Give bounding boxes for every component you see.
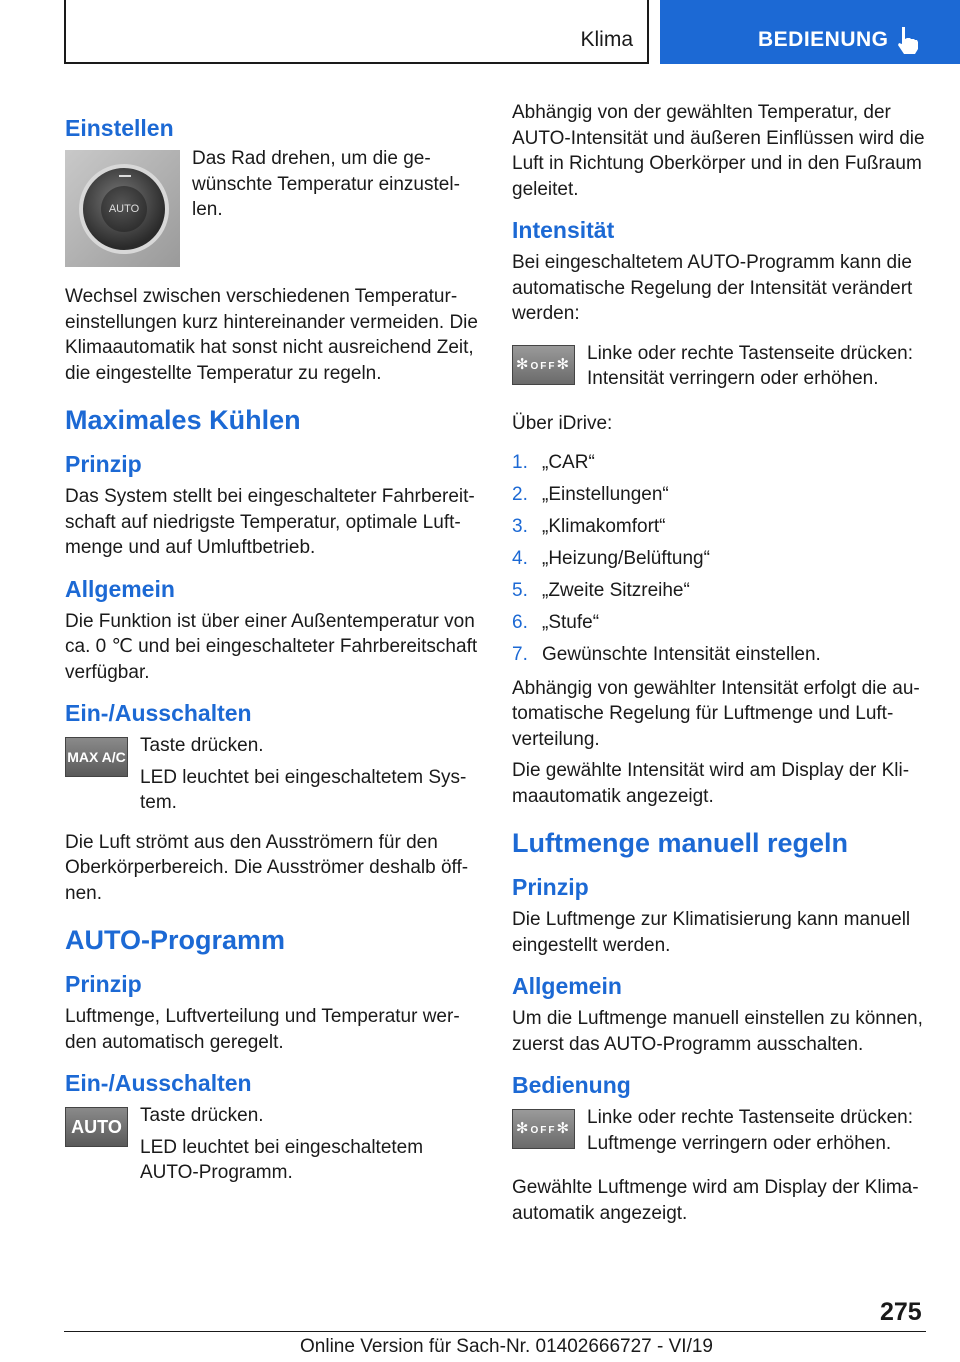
maxac-row [65, 733, 480, 816]
pointing-hand-icon [894, 25, 920, 55]
left-column [65, 100, 480, 1200]
idrive-text: Über iDrive: [512, 412, 613, 434]
fan-icon: ✻ [556, 1120, 572, 1137]
heading-prinzip-1: Prinzip [65, 451, 142, 477]
auto-row [65, 1103, 480, 1186]
luft-text: Die Luft strömt aus den Ausströmern für den Oberkörperbereich. Die Ausströmer deshalb öffnen. [65, 831, 469, 904]
heading-allgemein-2: Allgemein [512, 973, 622, 999]
fan-button-image-2: ✻OFF✻ [512, 1109, 575, 1149]
right-column [512, 100, 932, 1240]
intensitaet-text: Bei eingeschaltetem AUTO-Programm kann die automatische Regelung der Intensität verändert werden: [512, 252, 913, 324]
chapter-title: Klima [580, 28, 633, 51]
list-item: 3. „Klimakomfort“ [512, 516, 666, 537]
einstellen-text: Das Rad drehen, um die gewünschte Temperatur einzustellen. [192, 148, 460, 220]
einaus-2-text-2: LED leuchtet bei eingeschaltetem AUTO-Programm. [140, 1136, 424, 1183]
heading-allgemein-1: Allgemein [65, 575, 175, 602]
knob-row [65, 146, 480, 270]
list-item: 4. „Heizung/Belüftung“ [512, 548, 710, 569]
list-item: 7. Gewünschte Intensität einstellen. [512, 644, 821, 665]
temperature-knob-image [65, 150, 180, 267]
heading-maximales-kuehlen: Maximales Kühlen [65, 405, 301, 435]
fan-icon: ✻ [556, 355, 572, 373]
wechsel-text: Wechsel zwischen verschiedenen Temperatureinstellungen kurz hintereinander vermeiden. Die Klimaautomatik hat sonst nicht ausreichend Zeit, die eingestellte Temperatur zu regeln. [65, 286, 478, 384]
fan-button-image-1: ✻OFF✻ [512, 345, 575, 385]
intro-text: Abhängig von der gewählten Temperatur, der AUTO-Intensität und äußeren Einflüssen wird die Luft in Richtung Oberkörper und in den Fußraum geleitet. [512, 102, 925, 200]
footer-divider [64, 1331, 926, 1332]
einaus-1-text-1: Taste drücken. [140, 735, 264, 756]
list-item: 5. „Zweite Sitzreihe“ [512, 580, 690, 601]
max-ac-button-image: MAX A/C [65, 737, 128, 777]
fan-row-1 [512, 341, 932, 397]
allgemein-1-text: Die Funktion ist über einer Außentemperatur von ca. 0 ℃ und bei eingeschalteter Fahrbereitschaft verfügbar. [65, 610, 478, 683]
heading-bedienung: Bedienung [512, 1072, 631, 1098]
header-chapter-box [64, 0, 649, 64]
heading-intensitaet: Intensität [512, 217, 615, 243]
fan-icon: ✻ [515, 1120, 531, 1137]
fan-row-2 [512, 1105, 932, 1161]
page-number: 275 [880, 1298, 922, 1326]
auto-button-image: AUTO [65, 1107, 128, 1147]
list-item: 1. „CAR“ [512, 452, 595, 473]
heading-auto-programm: AUTO-Programm [65, 925, 286, 955]
fan-icon: ✻ [515, 355, 531, 373]
einaus-1-text-2: LED leuchtet bei eingeschaltetem System. [140, 766, 467, 813]
heading-ein-ausschalten-2: Ein-/Ausschalten [65, 1070, 252, 1096]
gewaehlt-text: Gewählte Luftmenge wird am Display der Klimaautomatik angezeigt. [512, 1177, 919, 1224]
footer-text: Online Version für Sach-Nr. 01402666727 - VI/19 [300, 1336, 713, 1357]
tasten-2-text: Linke oder rechte Tastenseite drücken: Luftmenge verringern oder erhöhen. [587, 1107, 914, 1154]
heading-prinzip-2: Prinzip [65, 971, 142, 997]
knob-auto-label: AUTO [101, 186, 147, 232]
section-tab-label: BEDIENUNG [758, 28, 889, 51]
prinzip-1-text: Das System stellt bei eingeschalteter Fahrbereitschaft auf niedrigste Temperatur, optimale Luftmenge und auf Umluftbetrieb. [65, 486, 475, 558]
list-item: 6. „Stufe“ [512, 612, 600, 633]
list-item: 2. „Einstellungen“ [512, 484, 669, 505]
idrive-steps [512, 450, 932, 668]
heading-prinzip-3: Prinzip [512, 874, 589, 900]
einaus-2-text-1: Taste drücken. [140, 1105, 264, 1126]
heading-ein-ausschalten-1: Ein-/Ausschalten [65, 700, 252, 726]
display-text: Die gewählte Intensität wird am Display der Klimaautomatik angezeigt. [512, 760, 910, 807]
prinzip-2-text: Luftmenge, Luftverteilung und Temperatur werden automatisch geregelt. [65, 1006, 460, 1053]
heading-einstellen: Einstellen [65, 115, 174, 141]
prinzip-3-text: Die Luftmenge zur Klimatisierung kann manuell eingestellt werden. [512, 909, 911, 956]
abh-text: Abhängig von gewählter Intensität erfolgt die automatische Regelung für Luftmenge und Luftverteilung. [512, 677, 920, 750]
heading-luftmenge: Luftmenge manuell regeln [512, 828, 849, 858]
tasten-1-text: Linke oder rechte Tastenseite drücken: Intensität verringern oder erhöhen. [587, 342, 914, 389]
allgemein-2-text: Um die Luftmenge manuell einstellen zu können, zuerst das AUTO-Programm ausschalten. [512, 1008, 923, 1055]
